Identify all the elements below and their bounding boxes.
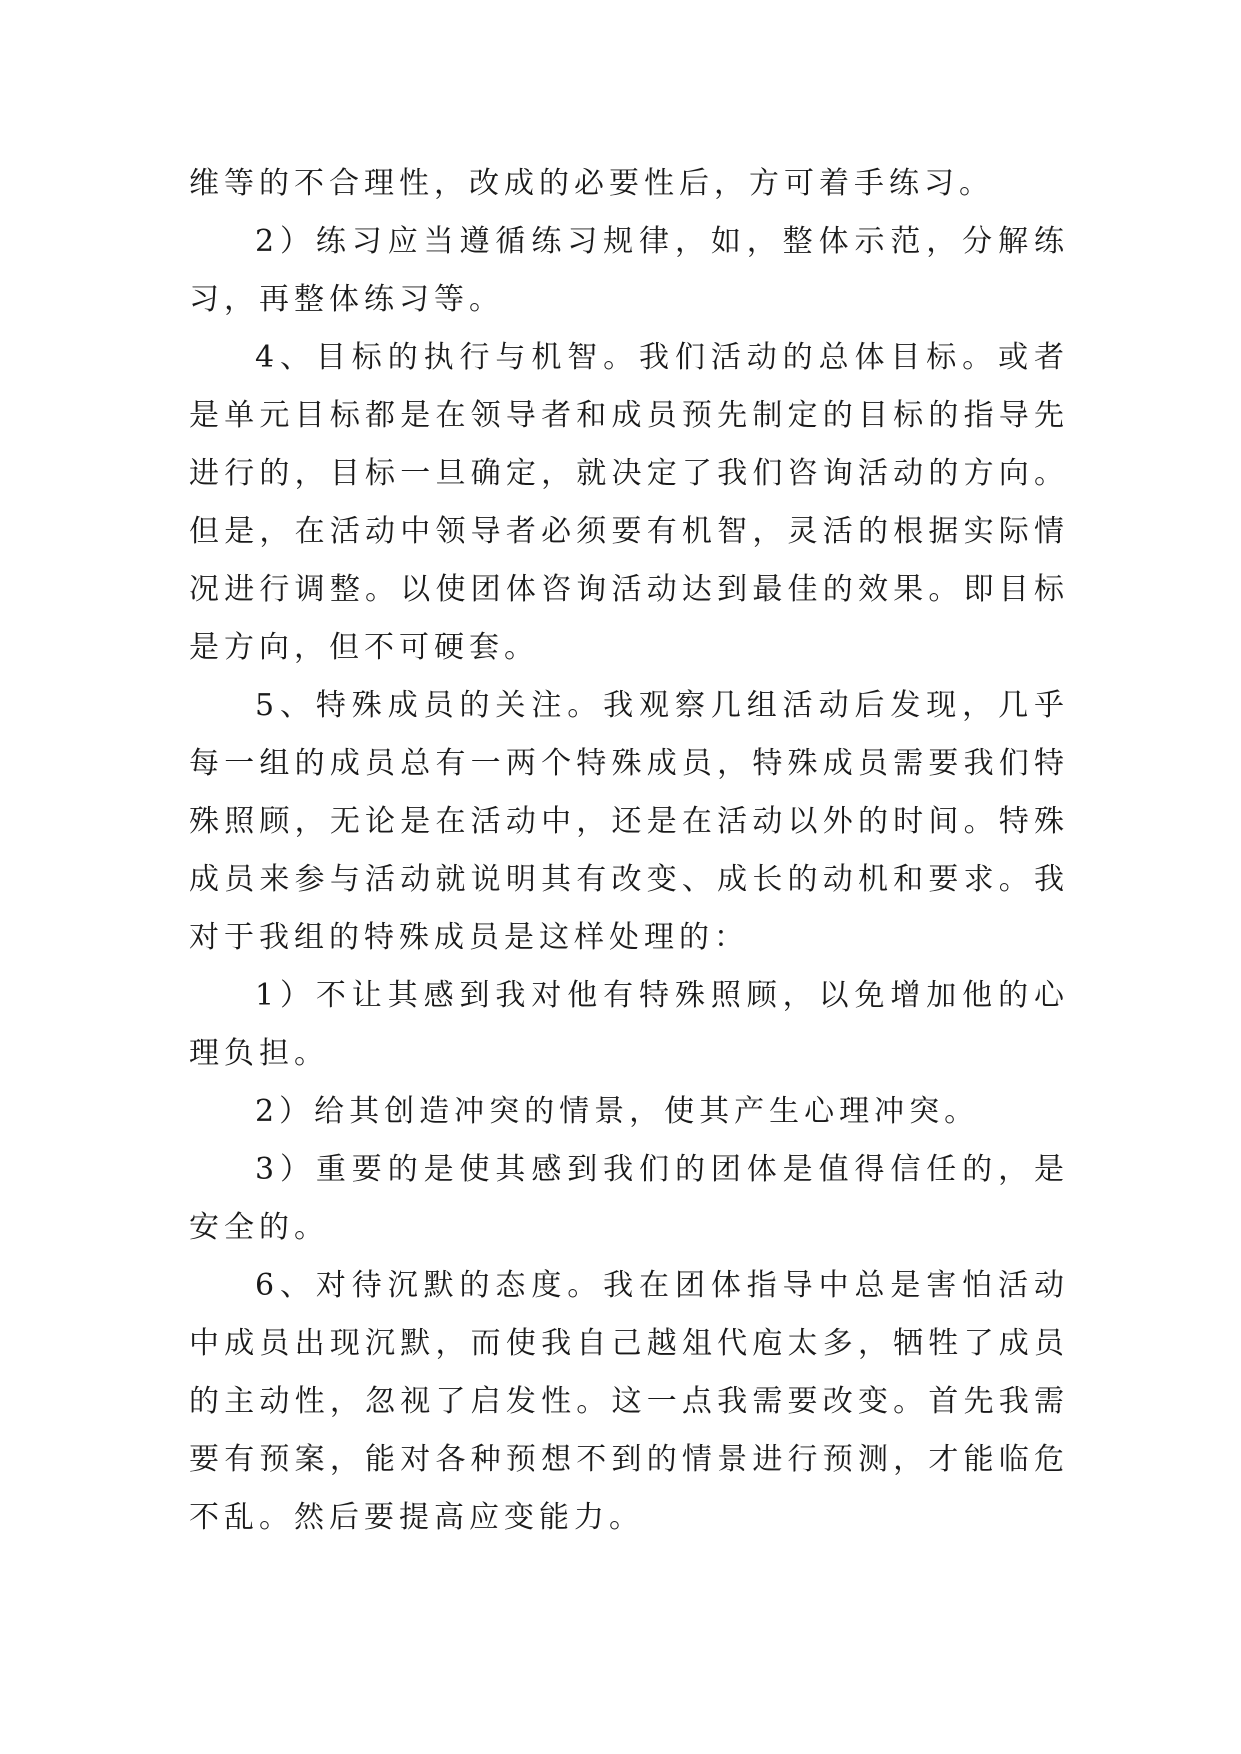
paragraph-silence-attitude: 6、对待沉默的态度。我在团体指导中总是害怕活动中成员出现沉默，而使我自己越俎代庖太多，牺牲了成员的主动性，忽视了启发性。这一点我需要改变。首先我需要有预案，能对各种预想不到的情景进行预测，才能临危不乱。然后要提高应变能力。 bbox=[189, 1268, 1069, 1535]
paragraph-special-members: 5、特殊成员的关注。我观察几组活动后发现，几乎每一组的成员总有一两个特殊成员，特殊成员需要我们特殊照顾，无论是在活动中，还是在活动以外的时间。特殊成员来参与活动就说明其有改变、成长的动机和要求。我对于我组的特殊成员是这样处理的： bbox=[189, 688, 1069, 955]
document-body bbox=[189, 155, 1069, 1547]
paragraph-item-1: 1）不让其感到我对他有特殊照顾，以免增加他的心理负担。 bbox=[189, 978, 1069, 1071]
paragraph-practice-rules: 2）练习应当遵循练习规律，如，整体示范，分解练习，再整体练习等。 bbox=[189, 224, 1069, 317]
paragraph-item-2: 2）给其创造冲突的情景，使其产生心理冲突。 bbox=[255, 1094, 980, 1129]
paragraph-goal-execution: 4、目标的执行与机智。我们活动的总体目标。或者是单元目标都是在领导者和成员预先制定的目标的指导先进行的，目标一旦确定，就决定了我们咨询活动的方向。但是，在活动中领导者必须要有机智，灵活的根据实际情况进行调整。以使团体咨询活动达到最佳的效果。即目标是方向，但不可硬套。 bbox=[189, 340, 1069, 665]
paragraph-continuation: 维等的不合理性，改成的必要性后，方可着手练习。 bbox=[189, 166, 994, 201]
paragraph-item-3: 3）重要的是使其感到我们的团体是值得信任的，是安全的。 bbox=[189, 1152, 1069, 1245]
